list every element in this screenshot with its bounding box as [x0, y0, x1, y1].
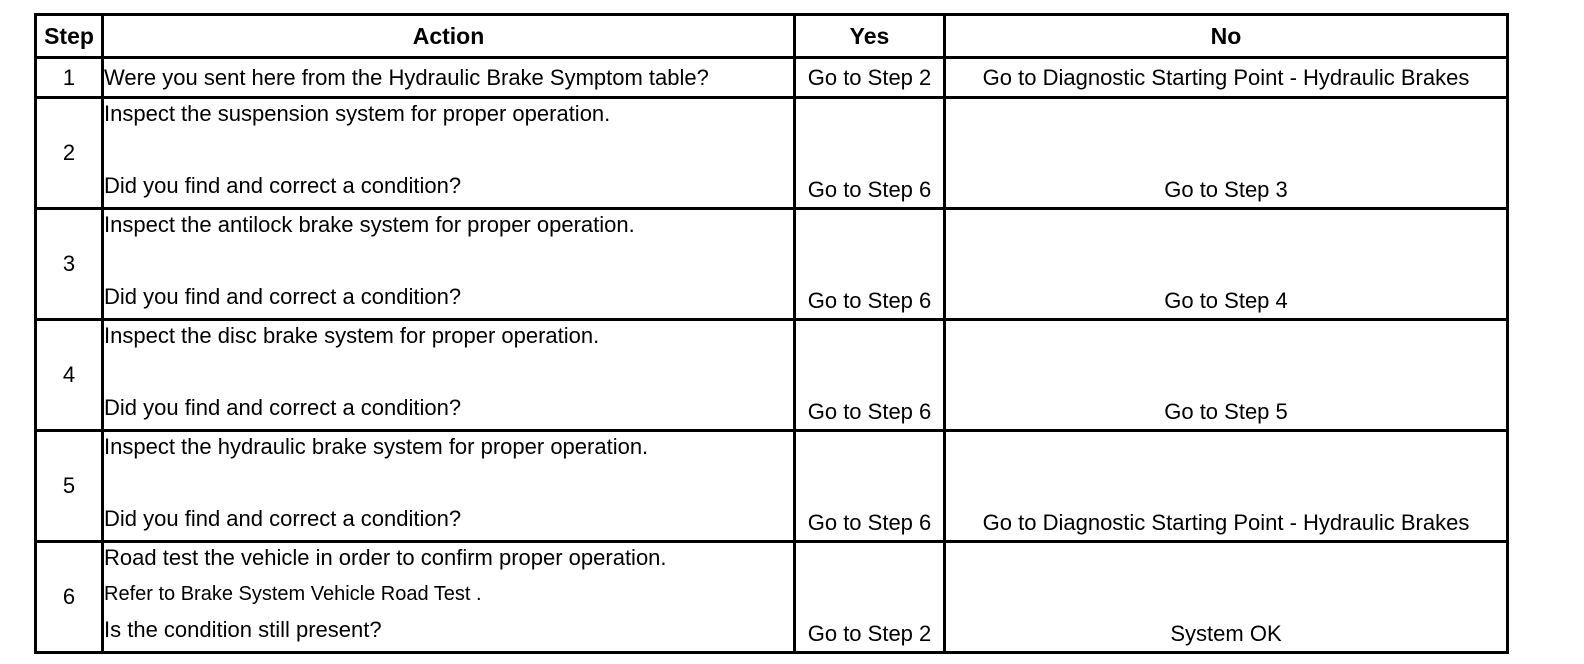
header-no: No: [945, 15, 1508, 58]
header-yes: Yes: [795, 15, 945, 58]
action-cell: [103, 320, 795, 431]
step-number: 2: [36, 98, 103, 209]
yes-link: Go to Step 6: [795, 98, 945, 209]
action-text: Were you sent here from the Hydraulic Brake Symptom table?: [104, 64, 709, 90]
step-number: 6: [36, 542, 103, 653]
action-cell: [103, 431, 795, 542]
header-step: Step: [36, 15, 103, 58]
action-question: Did you find and correct a condition?: [104, 173, 462, 198]
action-cell: [103, 58, 795, 98]
yes-link: Go to Step 6: [795, 431, 945, 542]
step-number: 5: [36, 431, 103, 542]
no-link: Go to Step 3: [945, 98, 1508, 209]
no-link: Go to Step 4: [945, 209, 1508, 320]
action-text: Inspect the antilock brake system for proper operation.: [104, 212, 635, 237]
table-row: [36, 431, 1508, 542]
action-reference: Refer to Brake System Vehicle Road Test .: [104, 582, 482, 605]
header-row: [36, 15, 1508, 58]
action-text: Road test the vehicle in order to confirm proper operation.: [104, 545, 667, 570]
table-row: [36, 98, 1508, 209]
diagnostic-table: [34, 13, 1509, 654]
table-row: [36, 320, 1508, 431]
action-cell: [103, 98, 795, 209]
yes-link: Go to Step 2: [795, 542, 945, 653]
action-cell: [103, 542, 795, 653]
action-cell: [103, 209, 795, 320]
action-question: Did you find and correct a condition?: [104, 506, 462, 531]
step-number: 3: [36, 209, 103, 320]
no-link: Go to Step 5: [945, 320, 1508, 431]
yes-link: Go to Step 6: [795, 209, 945, 320]
no-link: Go to Diagnostic Starting Point - Hydraulic Brakes: [945, 431, 1508, 542]
step-number: 1: [36, 58, 103, 98]
action-text: Inspect the suspension system for proper operation.: [104, 101, 611, 126]
table-row: [36, 58, 1508, 98]
header-action: Action: [103, 15, 795, 58]
no-link: Go to Diagnostic Starting Point - Hydraulic Brakes: [945, 58, 1508, 98]
yes-link: Go to Step 6: [795, 320, 945, 431]
action-text: Inspect the hydraulic brake system for proper operation.: [104, 434, 649, 459]
action-question: Did you find and correct a condition?: [104, 284, 462, 309]
action-question: Is the condition still present?: [104, 617, 382, 642]
yes-link: Go to Step 2: [795, 58, 945, 98]
table-row: [36, 542, 1508, 653]
no-link: System OK: [945, 542, 1508, 653]
step-number: 4: [36, 320, 103, 431]
action-text: Inspect the disc brake system for proper operation.: [104, 323, 600, 348]
action-question: Did you find and correct a condition?: [104, 395, 462, 420]
table-row: [36, 209, 1508, 320]
